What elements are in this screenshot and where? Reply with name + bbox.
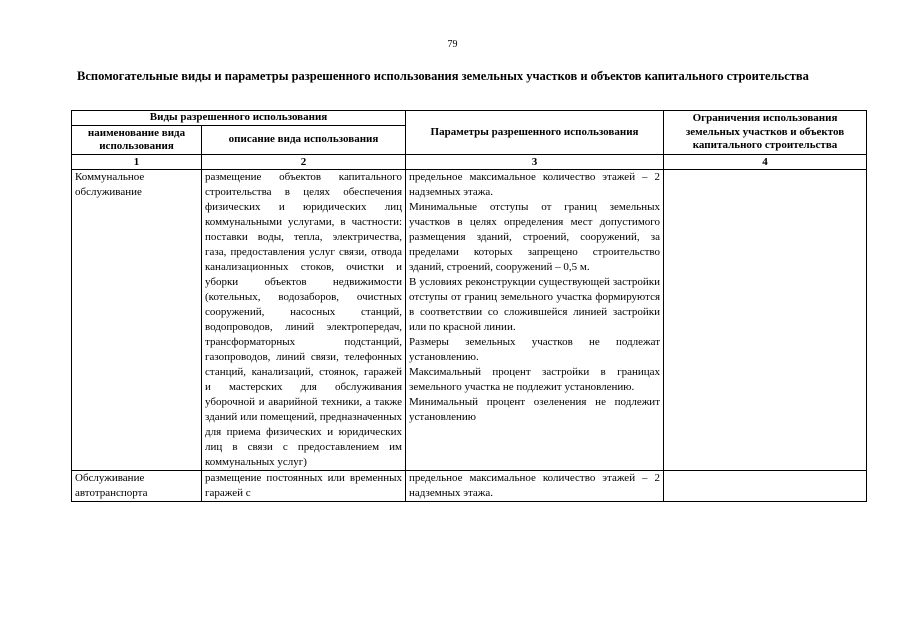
parameter-paragraph: предельное максимальное количество этажей – 2 надземных этажа. <box>409 472 661 499</box>
parameter-paragraph: Максимальный процент застройки в границах земельного участка не подлежит установлению. <box>409 366 661 393</box>
use-name-cell: Коммунальное обслуживание <box>72 170 202 471</box>
use-restrictions-cell <box>664 471 867 502</box>
column-number: 2 <box>202 155 406 170</box>
header-parameters: Параметры разрешенного использования <box>406 111 664 155</box>
column-number: 4 <box>664 155 867 170</box>
column-number: 3 <box>406 155 664 170</box>
land-use-table <box>71 110 867 502</box>
section-title: Вспомогательные виды и параметры разрешенного использования земельных участков и объектов капитального строительства <box>77 69 809 83</box>
use-name-cell: Обслуживание автотранспорта <box>72 471 202 502</box>
column-number: 1 <box>72 155 202 170</box>
use-description-cell: размещение объектов капитального строительства в целях обеспечения физических и юридических лиц коммунальными услугами, в частности: поставки воды, тепла, электричества, газа, предоставления услуг связи, отвода канализационных стоков, очистки и уборки объектов недвижимости (котельных, водозаборов, очистных сооружений, насосных станций, водопроводов, линий электропередач, трансформаторных подстанций, газопроводов, линий связи, телефонных станций, канализаций, стоянок, гаражей и мастерских для обслуживания уборочной и аварийной техники, а также зданий или помещений, предназначенных для приема физических и юридических лиц в связи с предоставлением им коммунальных услуг) <box>202 170 406 471</box>
header-name: наименование вида использования <box>72 126 202 155</box>
table-row <box>72 170 867 471</box>
header-row-top <box>72 111 867 126</box>
page-number: 79 <box>447 39 458 50</box>
use-parameters-cell <box>406 170 664 471</box>
header-description: описание вида использования <box>202 126 406 155</box>
use-restrictions-cell <box>664 170 867 471</box>
parameter-paragraph: В условиях реконструкции существующей застройки отступы от границ земельного участка формируются в соответствии со сложившейся линией застройки или по красной линии. <box>409 276 661 333</box>
parameter-paragraph: Минимальный процент озеленения не подлежит установлению <box>409 396 661 423</box>
header-group-label: Виды разрешенного использования <box>72 111 406 126</box>
header-restrictions: Ограничения использования земельных участков и объектов капитального строительства <box>664 111 867 155</box>
parameter-paragraph: Минимальные отступы от границ земельных участков в целях определения мест допустимого размещения зданий, строений, сооружений, за пределами которых запрещено строительство зданий, строений, сооружений – 0,5 м. <box>409 201 661 273</box>
column-numbers-row <box>72 155 867 170</box>
parameter-paragraph: предельное максимальное количество этажей – 2 надземных этажа. <box>409 171 661 198</box>
table-row <box>72 471 867 502</box>
use-description-cell: размещение постоянных или временных гаражей с <box>202 471 406 502</box>
parameter-paragraph: Размеры земельных участков не подлежат установлению. <box>409 336 661 363</box>
use-parameters-cell <box>406 471 664 502</box>
